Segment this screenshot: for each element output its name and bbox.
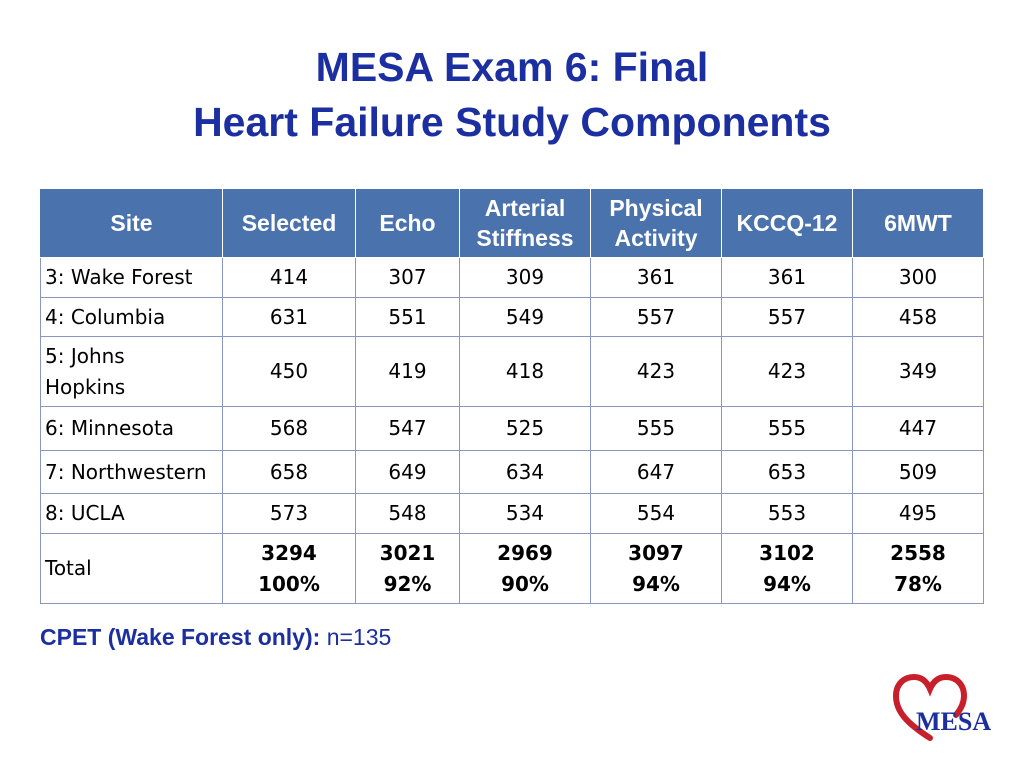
header-row	[41, 189, 984, 258]
row-site-line2: Hopkins	[45, 374, 126, 399]
total-physical-pct: 94%	[632, 571, 680, 596]
cpet-value: n=135	[326, 624, 392, 650]
cell-arterial: 309	[460, 258, 591, 298]
cell-arterial: 534	[460, 494, 591, 534]
cell-kccq: 553	[722, 494, 853, 534]
total-echo-pct: 92%	[383, 571, 432, 596]
cell-selected: 573	[223, 494, 356, 534]
cell-6mwt: 447	[853, 407, 984, 451]
total-selected-pct: 100%	[258, 571, 320, 596]
cell-echo: 419	[356, 337, 460, 407]
row-site: 3: Wake Forest	[41, 258, 223, 298]
cell-echo: 307	[356, 258, 460, 298]
cell-echo: 551	[356, 298, 460, 337]
row-site: 8: UCLA	[41, 494, 223, 534]
total-selected	[223, 534, 356, 604]
total-6mwt-n: 2558	[890, 540, 946, 565]
cell-kccq: 555	[722, 407, 853, 451]
title-line-1: MESA Exam 6: Final	[315, 44, 709, 90]
header-physical-line2: Activity	[614, 225, 698, 251]
cell-selected: 568	[223, 407, 356, 451]
cell-6mwt: 509	[853, 451, 984, 494]
total-physical-n: 3097	[628, 540, 684, 565]
total-kccq-n: 3102	[759, 540, 815, 565]
row-site: 7: Northwestern	[41, 451, 223, 494]
total-6mwt-pct: 78%	[894, 571, 942, 596]
header-physical-activity	[591, 189, 722, 258]
cell-selected: 631	[223, 298, 356, 337]
title-line-2: Heart Failure Study Components	[193, 99, 831, 145]
header-arterial-line1: Arterial	[484, 195, 566, 221]
total-arterial	[460, 534, 591, 604]
header-physical-line1: Physical	[609, 195, 703, 221]
row-site	[41, 337, 223, 407]
cell-kccq: 557	[722, 298, 853, 337]
cell-arterial: 549	[460, 298, 591, 337]
total-physical	[591, 534, 722, 604]
cell-physical: 557	[591, 298, 722, 337]
logo-text: MESA	[916, 707, 992, 736]
header-site: Site	[41, 189, 223, 258]
cell-echo: 649	[356, 451, 460, 494]
cell-6mwt: 300	[853, 258, 984, 298]
table-row	[41, 407, 984, 451]
cell-selected: 450	[223, 337, 356, 407]
total-kccq-pct: 94%	[763, 571, 811, 596]
cell-6mwt: 349	[853, 337, 984, 407]
cell-echo: 548	[356, 494, 460, 534]
cell-arterial: 634	[460, 451, 591, 494]
total-arterial-pct: 90%	[501, 571, 549, 596]
row-site: 6: Minnesota	[41, 407, 223, 451]
total-label: Total	[41, 534, 223, 604]
total-kccq	[722, 534, 853, 604]
header-6mwt: 6MWT	[853, 189, 984, 258]
total-arterial-n: 2969	[497, 540, 553, 565]
header-selected: Selected	[223, 189, 356, 258]
table-row	[41, 494, 984, 534]
cell-physical: 647	[591, 451, 722, 494]
total-echo-n: 3021	[379, 540, 436, 565]
cell-selected: 658	[223, 451, 356, 494]
header-kccq-12: KCCQ-12	[722, 189, 853, 258]
total-6mwt	[853, 534, 984, 604]
cell-physical: 361	[591, 258, 722, 298]
row-site-line1: 5: Johns	[45, 343, 125, 368]
slide-title	[0, 40, 1024, 150]
cell-physical: 554	[591, 494, 722, 534]
cell-kccq: 423	[722, 337, 853, 407]
cell-physical: 555	[591, 407, 722, 451]
mesa-logo	[890, 672, 1002, 744]
cpet-label: CPET (Wake Forest only):	[40, 624, 321, 650]
cell-arterial: 525	[460, 407, 591, 451]
cell-6mwt: 458	[853, 298, 984, 337]
total-row	[41, 534, 984, 604]
table-row	[41, 298, 984, 337]
total-selected-n: 3294	[261, 540, 317, 565]
table-row	[41, 451, 984, 494]
header-arterial-line2: Stiffness	[476, 225, 574, 251]
cpet-note	[40, 624, 391, 651]
table-row	[41, 258, 984, 298]
cell-kccq: 653	[722, 451, 853, 494]
cell-kccq: 361	[722, 258, 853, 298]
row-site: 4: Columbia	[41, 298, 223, 337]
header-arterial-stiffness	[460, 189, 591, 258]
table-row	[41, 337, 984, 407]
cell-physical: 423	[591, 337, 722, 407]
header-echo: Echo	[356, 189, 460, 258]
cell-arterial: 418	[460, 337, 591, 407]
cell-echo: 547	[356, 407, 460, 451]
cell-6mwt: 495	[853, 494, 984, 534]
total-echo	[356, 534, 460, 604]
components-table	[40, 188, 984, 604]
cell-selected: 414	[223, 258, 356, 298]
